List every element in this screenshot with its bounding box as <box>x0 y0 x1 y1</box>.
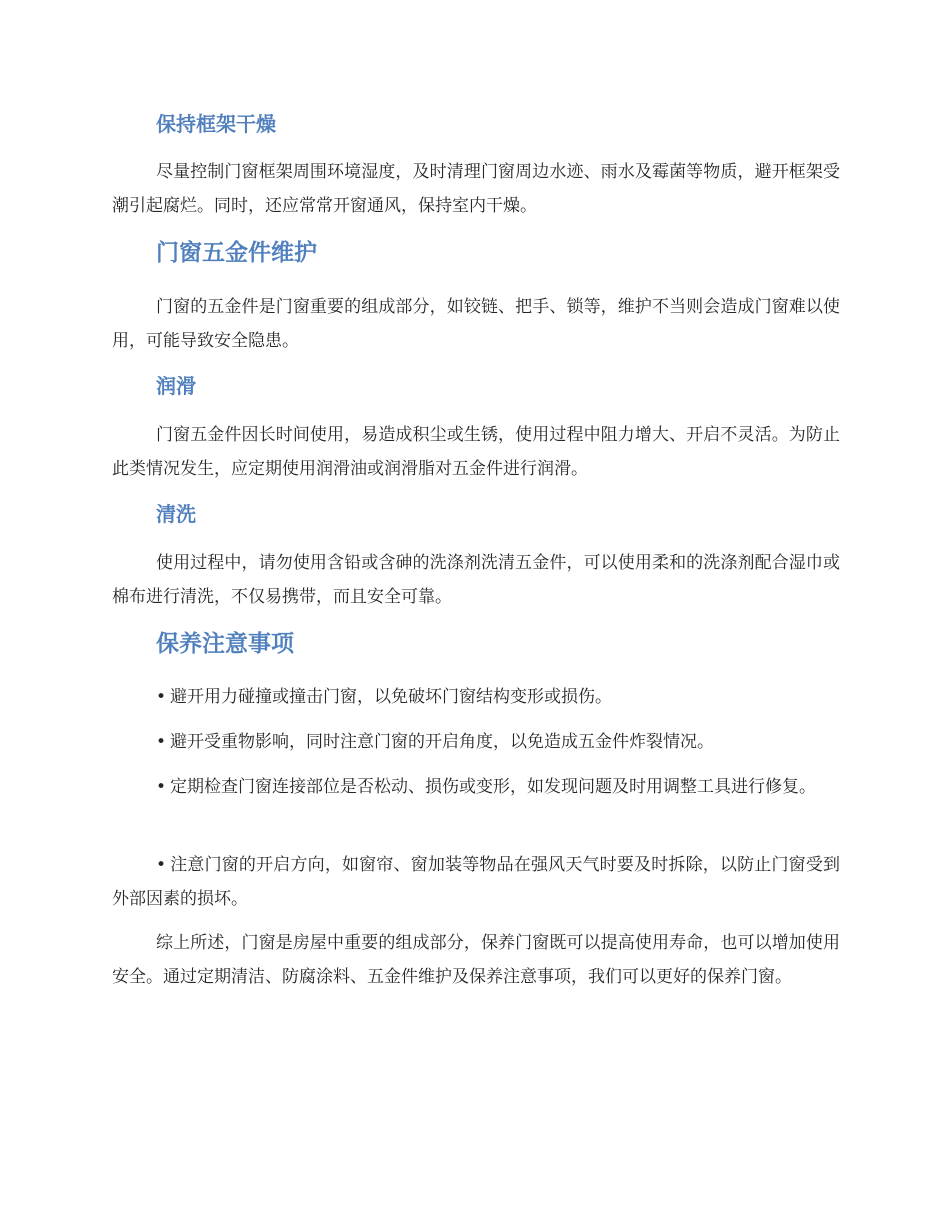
heading-notes: 保养注意事项 <box>156 631 294 657</box>
list-item <box>112 725 840 759</box>
bullet-glyph: • <box>156 732 167 752</box>
paragraph-hardware: 门窗的五金件是门窗重要的组成部分，如铰链、把手、锁等，维护不当则会造成门窗难以使用，可能导致安全隐患。 <box>112 297 840 351</box>
bullet-glyph: • <box>156 855 167 875</box>
list-item-text: 避开用力碰撞或撞击门窗，以免破坏门窗结构变形或损伤。 <box>170 687 613 707</box>
list-item <box>112 848 840 916</box>
paragraph-frame-dry: 尽量控制门窗框架周围环境湿度，及时清理门窗周边水迹、雨水及霉菌等物质，避开框架受潮引起腐烂。同时，还应常常开窗通风，保持室内干燥。 <box>112 162 840 216</box>
list-item <box>112 680 840 714</box>
paragraph-lubrication: 门窗五金件因长时间使用，易造成积尘或生锈，使用过程中阻力增大、开启不灵活。为防止此类情况发生，应定期使用润滑油或润滑脂对五金件进行润滑。 <box>112 425 840 479</box>
paragraph-cleaning: 使用过程中，请勿使用含铅或含砷的洗涤剂洗清五金件，可以使用柔和的洗涤剂配合湿巾或棉布进行清洗，不仅易携带，而且安全可靠。 <box>112 553 840 607</box>
list-item-text: 定期检查门窗连接部位是否松动、损伤或变形，如发现问题及时用调整工具进行修复。 <box>170 777 817 797</box>
heading-cleaning: 清洗 <box>156 502 196 526</box>
bullet-glyph: • <box>156 777 167 797</box>
bullet-glyph: • <box>156 687 167 707</box>
heading-frame-dry: 保持框架干燥 <box>156 112 276 136</box>
list-item <box>112 770 840 804</box>
heading-hardware: 门窗五金件维护 <box>156 240 317 266</box>
paragraph-conclusion: 综上所述，门窗是房屋中重要的组成部分，保养门窗既可以提高使用寿命，也可以增加使用安全。通过定期清洁、防腐涂料、五金件维护及保养注意事项，我们可以更好的保养门窗。 <box>112 933 840 987</box>
heading-lubrication: 润滑 <box>156 374 196 398</box>
list-item-text: 避开受重物影响，同时注意门窗的开启角度，以免造成五金件炸裂情况。 <box>170 732 715 752</box>
list-item-text: 注意门窗的开启方向，如窗帘、窗加装等物品在强风天气时要及时拆除，以防止门窗受到外部因素的损坏。 <box>112 855 840 909</box>
